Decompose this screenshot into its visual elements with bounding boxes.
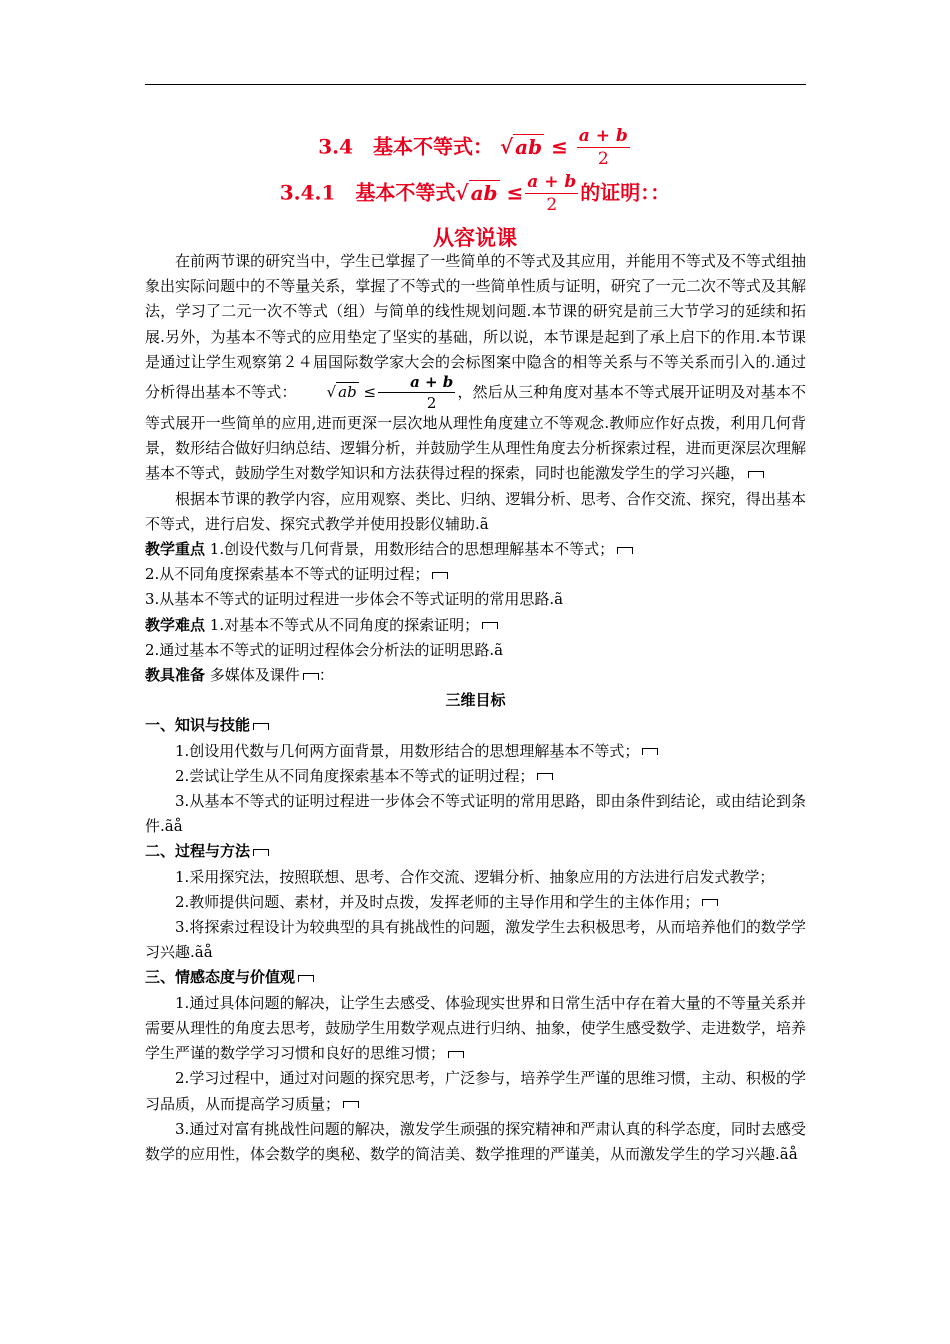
subsection-title-suffix: 的证明：： [580, 180, 671, 205]
emotion-item-2: 2.学习过程中，通过对问题的探究思考，广泛参与，培养学生严谨的思维习惯，主动、积极的学习品质，从而提高学习质量； [145, 1069, 806, 1113]
relation-symbol: ≤ [506, 180, 524, 205]
prep-text: 多媒体及课件 [209, 666, 300, 685]
prep-tail: ： [318, 666, 334, 685]
emotion-item-1-line [145, 991, 806, 1067]
denominator: 2 [546, 195, 558, 215]
section-title [0, 128, 950, 168]
section-heading-congrong: 从容说课 [433, 225, 517, 250]
process-heading: 二、过程与方法 [145, 842, 251, 861]
sqrt-expression: √ ab [499, 134, 543, 159]
knowledge-item-1-line [145, 739, 806, 764]
subsection-title [0, 174, 950, 214]
paragraph-mark-icon [448, 1051, 464, 1058]
key-points-label: 教学重点 [145, 540, 206, 559]
paragraph-mark-icon [432, 572, 448, 579]
fraction [577, 128, 630, 168]
paragraph-mark-icon [702, 899, 718, 906]
intro-paragraph-2: 根据本节课的教学内容，应用观察、类比、归纳、逻辑分析、思考、合作交流、探究，得出基本不等式，进行启发、探究式教学并使用投影仪辅助.ã [145, 489, 806, 533]
paragraph-mark-icon [253, 849, 269, 856]
intro-text-b: ，然后从三种角度对基本不等式展开证明及对基本不等式展开一些简单的应用,进而更深一层次地从理性角度建立不等观念.教师应作好点拨，利用几何背景，数形结合做好归纳总结、逻辑分析，并鼓励学生从理性角度去分析探索过程，进而更深层次理解基本不等式，鼓励学生对数学知识和方法获得过程的探索，同时也能激发学生的学习兴趣， [145, 383, 806, 483]
paragraph-mark-icon [298, 975, 314, 982]
knowledge-item-2-line [145, 764, 806, 789]
paragraph-mark-icon [482, 622, 498, 629]
key-points-line [145, 537, 806, 562]
difficulty-2: 2.通过基本不等式的证明过程体会分析法的证明思路.ã [145, 640, 504, 659]
process-item-2-line [145, 890, 806, 915]
emotion-item-1: 1.通过具体问题的解决，让学生去感受、体验现实世界和日常生活中存在着大量的不等量关系并需要从理性的角度去思考，鼓励学生用数学观点进行归纳、抽象，使学生感受数学、走进数学，培养学生严谨的数学学习习惯和良好的思维习惯； [145, 993, 806, 1063]
intro-paragraph [145, 249, 806, 487]
paragraph-mark-icon [343, 1101, 359, 1108]
knowledge-heading-line [145, 713, 806, 738]
sqrt-expression: √ ab [455, 180, 498, 205]
emotion-heading: 三、情感态度与价值观 [145, 968, 296, 987]
numerator: a + b [527, 172, 577, 192]
process-item-1: 1.采用探究法，按照联想、思考、合作交流、逻辑分析、抽象应用的方法进行启发式教学； [175, 867, 775, 886]
knowledge-item-2: 2.尝试让学生从不同角度探索基本不等式的证明过程； [175, 766, 535, 785]
knowledge-heading: 一、知识与技能 [145, 716, 251, 735]
process-item-3: 3.将探索过程设计为较典型的具有挑战性的问题，激发学生去积极思考，从而培养他们的数学学习兴趣.ãå [145, 918, 806, 962]
paragraph-mark-icon [537, 773, 553, 780]
intro-text-a: 在前两节课的研究当中，学生已掌握了一些简单的不等式及其应用，并能用不等式及不等式组抽象出实际问题中的不等量关系，掌握了不等式的一些简单性质与证明，研究了一元二次不等式及其解法，学习了二元一次不等式（组）与简单的线性规划问题.本节课的研究是前三大节学习的延续和拓展.另外，为基本不等式的应用垫定了坚实的基础，所以说，本节课是起到了承上启下的作用.本节课是通过让学生观察第２４届国际数学家大会的会标图案中隐含的相等关系与不等关系而引入的.通过分析得出基本不等式： [145, 252, 806, 402]
paragraph-mark-icon [642, 748, 658, 755]
fraction [525, 174, 578, 214]
process-item-2: 2.教师提供问题、素材，并及时点拨，发挥老师的主导作用和学生的主体作用； [175, 892, 700, 911]
emotion-item-2-line [145, 1066, 806, 1116]
key-point-2: 2.从不同角度探索基本不等式的证明过程； [145, 565, 430, 584]
paragraph-mark-icon [253, 723, 269, 730]
relation-symbol: ≤ [551, 134, 568, 159]
key-point-2-line [145, 562, 806, 587]
emotion-item-3: 3.通过对富有挑战性问题的解决，激发学生顽强的探究精神和严肃认真的科学态度，同时去感受数学的应用性，体会数学的奥秘、数学的简洁美、数学推理的严谨美，从而激发学生的学习兴趣.ãå [145, 1119, 806, 1163]
radicand: ab [515, 134, 543, 159]
difficulties-line [145, 613, 806, 638]
knowledge-item-3: 3.从基本不等式的证明过程进一步体会不等式证明的常用思路，即由条件到结论，或由结论到条件.ãå [145, 792, 806, 836]
paragraph-mark-icon [617, 547, 633, 554]
difficulty-1: 1.对基本不等式从不同角度的探索证明； [209, 615, 480, 634]
numerator: a + b [578, 126, 628, 146]
paragraph-mark-icon [303, 673, 319, 680]
paragraph-mark-icon [748, 471, 764, 478]
section-title-text: 3.4 基本不等式： [318, 134, 494, 159]
radicand: ab [470, 180, 498, 205]
knowledge-item-1: 1.创设用代数与几何两方面背景，用数形结合的思想理解基本不等式； [175, 741, 640, 760]
goals-title: 三维目标 [445, 691, 506, 710]
emotion-heading-line [145, 965, 806, 990]
difficulties-label: 教学难点 [145, 615, 206, 634]
inline-inequality: √ ab ≤ $\frac{a + b}{2}$ [326, 373, 454, 413]
subsection-title-text: 3.4.1 基本不等式 [279, 180, 456, 205]
key-point-1: 1.创设代数与几何背景，用数形结合的思想理解基本不等式； [209, 540, 615, 559]
process-heading-line [145, 839, 806, 864]
prep-label: 教具准备 [145, 666, 206, 685]
key-point-3: 3.从基本不等式的证明过程进一步体会不等式证明的常用思路.ã [145, 590, 564, 609]
prep-line [145, 663, 806, 688]
header-rule [145, 84, 806, 85]
denominator: 2 [597, 149, 609, 169]
document-body [145, 249, 806, 1167]
